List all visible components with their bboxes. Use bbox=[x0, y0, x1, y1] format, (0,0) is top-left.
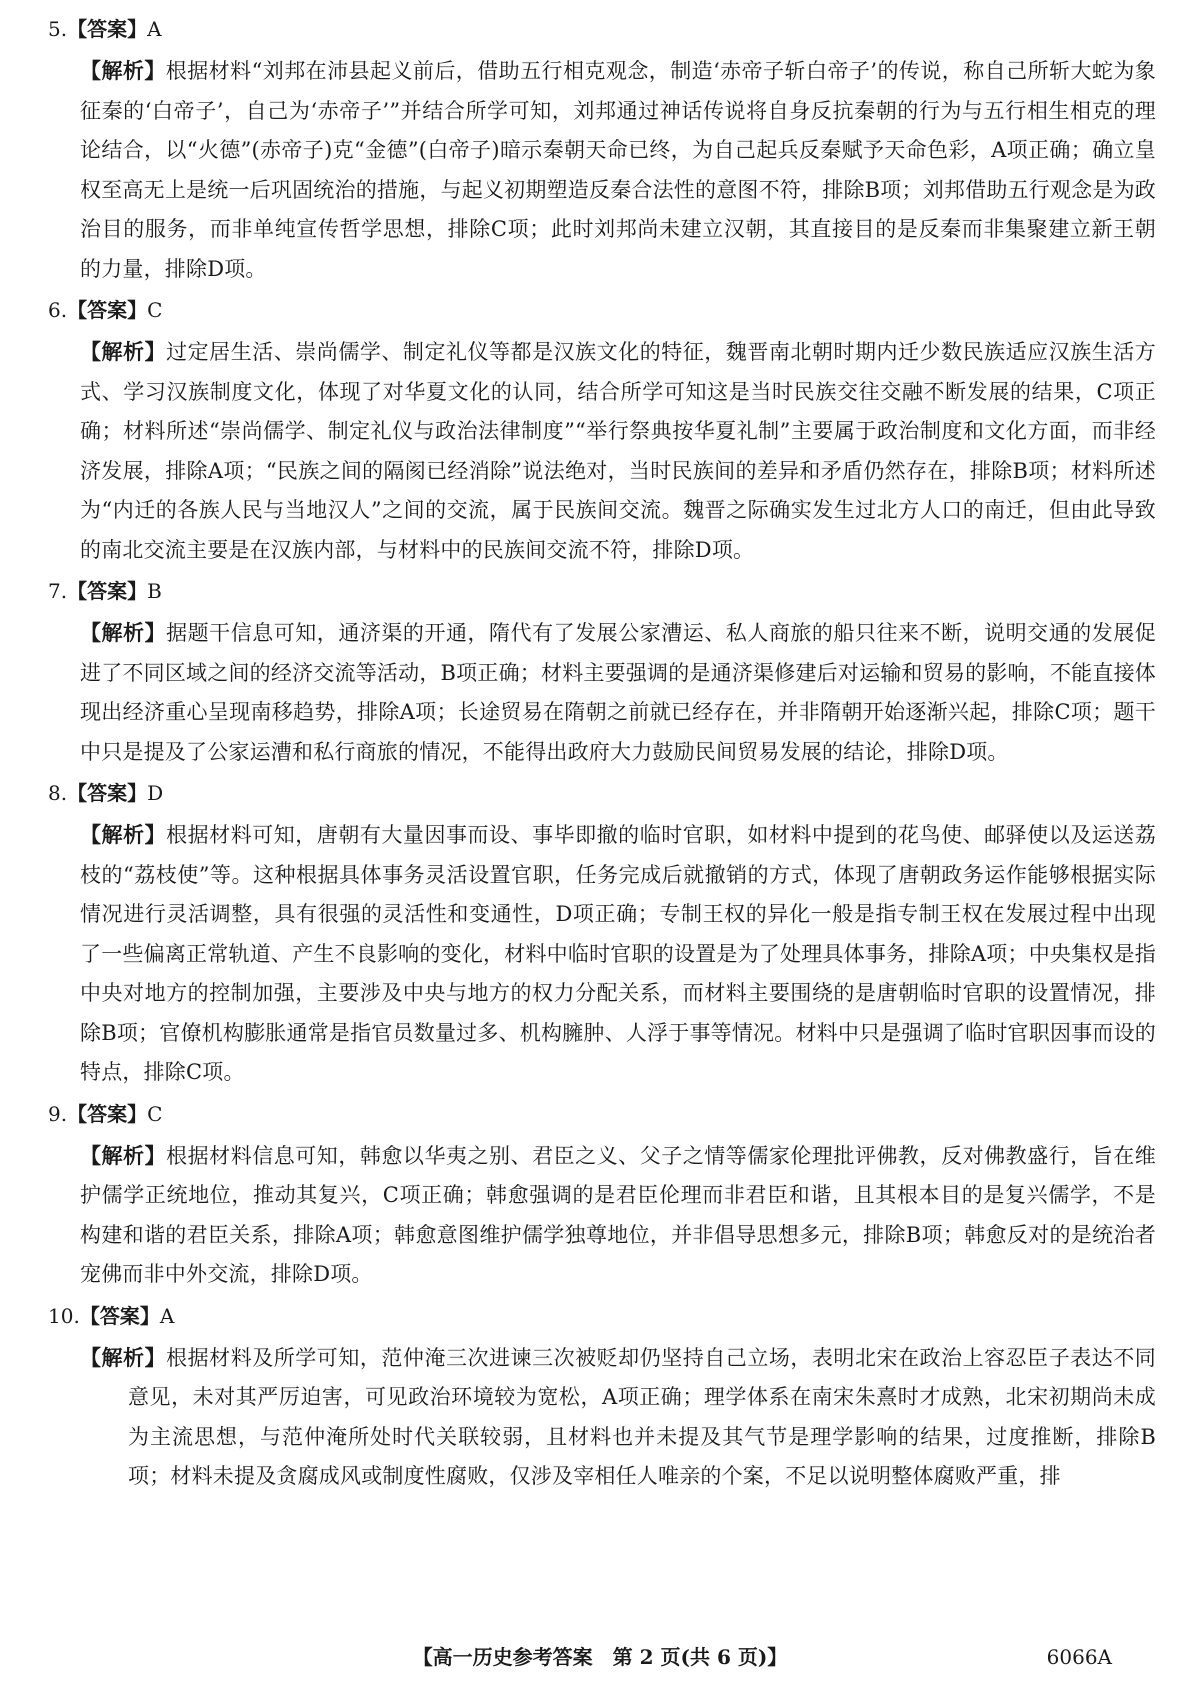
answer-value: A bbox=[159, 1303, 175, 1328]
answer-value: C bbox=[147, 298, 163, 322]
analysis-text: 过定居生活、崇尚儒学、制定礼仪等都是汉族文化的特征，魏晋南北朝时期内迁少数民族适应汉族生活方式、学习汉族制度文化，体现了对华夏文化的认同，结合所学可知这是当时民族交往交融不断发展的结果，C项正确；材料所述“崇尚儒学、制定礼仪与政治法律制度”“举行祭典按华夏礼制”主要属于政治制度和文化方面，而非经济发展，排除A项；“民族之间的隔阂已经消除”说法绝对，当时民族间的差异和矛盾仍然存在，排除B项；材料所述为“内迁的各族人民与当地汉人”之间的交流，属于民族间交流。魏晋之际确实发生过北方人口的南迁，但由此导致的南北交流主要是在汉族内部，与材料中的民族间交流不符，排除D项。 bbox=[80, 340, 1157, 562]
question-number: 9. bbox=[48, 1101, 68, 1126]
question-8-analysis: 【解析】根据材料可知，唐朝有大量因事而设、事毕即撤的临时官职，如材料中提到的花鸟使、邮驿使以及运送荔枝的“荔枝使”等。这种根据具体事务灵活设置官职，任务完成后就撤销的方式，体现了唐朝政务运作能够根据实际情况进行灵活调整，具有很强的灵活性和变通性，D项正确；专制王权的异化一般是指专制王权在发展过程中出现了一些偏离正常轨道、产生不良影响的变化，材料中临时官职的设置是为了处理具体事务，排除A项；中央集权是指中央对地方的控制加强，主要涉及中央与地方的权力分配关系，而材料主要围绕的是唐朝临时官职的设置情况，排除B项；官僚机构膨胀通常是指官员数量过多、机构臃肿、人浮于事等情况。材料中只是强调了临时官职因事而设的特点，排除C项。 bbox=[80, 822, 1157, 1084]
analysis-label: 解析 bbox=[101, 58, 145, 83]
question-number: 8. bbox=[48, 781, 68, 805]
analysis-label: 解析 bbox=[101, 1142, 145, 1168]
question-7-analysis: 【解析】据题干信息可知，通济渠的开通，隋代有了发展公家漕运、私人商旅的船只往来不断，说明交通的发展促进了不同区域之间的经济交流等活动，B项正确；材料主要强调的是通济渠修建后对运输和贸易的影响，不能直接体现出经济重心呈现南移趋势，排除A项；长途贸易在隋朝之前就已经存在，并非隋朝开始逐渐兴起，排除C项；题干中只是提及了公家运漕和私行商旅的情况，不能得出政府大力鼓励民间贸易发展的结论，排除D项。 bbox=[80, 620, 1157, 764]
document-code: 6066A bbox=[1046, 1645, 1112, 1669]
answer-value: D bbox=[147, 781, 164, 805]
question-number: 7. bbox=[48, 579, 68, 603]
question-5-answer-line: 5.【答案】A bbox=[48, 17, 162, 41]
analysis-text: 据题干信息可知，通济渠的开通，隋代有了发展公家漕运、私人商旅的船只往来不断，说明交通的发展促进了不同区域之间的经济交流等活动，B项正确；材料主要强调的是通济渠修建后对运输和贸易的影响，不能直接体现出经济重心呈现南移趋势，排除A项；长途贸易在隋朝之前就已经存在，并非隋朝开始逐渐兴起，排除C项；题干中只是提及了公家运漕和私行商旅的情况，不能得出政府大力鼓励民间贸易发展的结论，排除D项。 bbox=[80, 621, 1157, 764]
analysis-text: 根据材料可知，唐朝有大量因事而设、事毕即撤的临时官职，如材料中提到的花鸟使、邮驿使以及运送荔枝的“荔枝使”等。这种根据具体事务灵活设置官职，任务完成后就撤销的方式，体现了唐朝政务运作能够根据实际情况进行灵活调整，具有很强的灵活性和变通性，D项正确；专制王权的异化一般是指专制王权在发展过程中出现了一些偏离正常轨道、产生不良影响的变化，材料中临时官职的设置是为了处理具体事务，排除A项；中央集权是指中央对地方的控制加强，主要涉及中央与地方的权力分配关系，而材料主要围绕的是唐朝临时官职的设置情况，排除B项；官僚机构膨胀通常是指官员数量过多、机构臃肿、人浮于事等情况。材料中只是强调了临时官职因事而设的特点，排除C项。 bbox=[80, 823, 1157, 1084]
answer-label: 答案 bbox=[87, 1101, 128, 1126]
answer-label: 答案 bbox=[87, 579, 128, 603]
question-6-analysis: 【解析】过定居生活、崇尚儒学、制定礼仪等都是汉族文化的特征，魏晋南北朝时期内迁少数民族适应汉族生活方式、学习汉族制度文化，体现了对华夏文化的认同，结合所学可知这是当时民族交往交融不断发展的结果，C项正确；材料所述“崇尚儒学、制定礼仪与政治法律制度”“举行祭典按华夏礼制”主要属于政治制度和文化方面，而非经济发展，排除A项；“民族之间的隔阂已经消除”说法绝对，当时民族间的差异和矛盾仍然存在，排除B项；材料所述为“内迁的各族人民与当地汉人”之间的交流，属于民族间交流。魏晋之际确实发生过北方人口的南迁，但由此导致的南北交流主要是在汉族内部，与材料中的民族间交流不符，排除D项。 bbox=[80, 339, 1157, 562]
question-7-answer-line: 7.【答案】B bbox=[48, 579, 162, 603]
question-9-answer-line: 9.【答案】C bbox=[48, 1101, 163, 1126]
question-10-answer-line: 10.【答案】A bbox=[48, 1303, 175, 1328]
page-footer bbox=[0, 1640, 1200, 1674]
answer-sheet-page bbox=[48, 14, 1156, 1503]
question-10-analysis: 【解析】根据材料及所学可知，范仲淹三次进谏三次被贬却仍坚持自己立场，表明北宋在政治上容忍臣子表达不同意见，未对其严厉迫害，可见政治环境较为宽松，A项正确；理学体系在南宋朱熹时才成熟，北宋初期尚未成为主流思想，与范仲淹所处时代关联较弱，且材料也并未提及其气节是理学影响的结果，过度推断，排除B项；材料未提及贪腐成风或制度性腐败，仅涉及宰相任人唯亲的个案，不足以说明整体腐败严重，排 bbox=[80, 1344, 1157, 1488]
answer-value: C bbox=[147, 1101, 163, 1126]
question-5-analysis: 【解析】根据材料“刘邦在沛县起义前后，借助五行相克观念，制造‘赤帝子斩白帝子’的传说，称自己所斩大蛇为象征秦的‘白帝子’，自己为‘赤帝子’”并结合所学可知，刘邦通过神话传说将自身反抗秦朝的行为与五行相生相克的理论结合，以“火德”(赤帝子)克“金德”(白帝子)暗示秦朝天命已终，为自己起兵反秦赋予天命色彩，A项正确；确立皇权至高无上是统一后巩固统治的措施，与起义初期塑造反秦合法性的意图不符，排除B项；刘邦借助五行观念是为政治目的服务，而非单纯宣传哲学思想，排除C项；此时刘邦尚未建立汉朝，其直接目的是反秦而非集聚建立新王朝的力量，排除D项。 bbox=[80, 58, 1156, 281]
question-number: 6. bbox=[48, 298, 68, 322]
analysis-text: 根据材料及所学可知，范仲淹三次进谏三次被贬却仍坚持自己立场，表明北宋在政治上容忍臣子表达不同意见，未对其严厉迫害，可见政治环境较为宽松，A项正确；理学体系在南宋朱熹时才成熟，北宋初期尚未成为主流思想，与范仲淹所处时代关联较弱，且材料也并未提及其气节是理学影响的结果，过度推断，排除B项；材料未提及贪腐成风或制度性腐败，仅涉及宰相任人唯亲的个案，不足以说明整体腐败严重，排 bbox=[128, 1345, 1157, 1488]
analysis-label: 解析 bbox=[101, 1344, 145, 1370]
analysis-label: 解析 bbox=[101, 822, 145, 847]
answer-label: 答案 bbox=[87, 781, 128, 805]
answer-label: 答案 bbox=[87, 17, 128, 41]
analysis-text: 根据材料“刘邦在沛县起义前后，借助五行相克观念，制造‘赤帝子斩白帝子’的传说，称自己所斩大蛇为象征秦的‘白帝子’，自己为‘赤帝子’”并结合所学可知，刘邦通过神话传说将自身反抗秦朝的行为与五行相生相克的理论结合，以“火德”(赤帝子)克“金德”(白帝子)暗示秦朝天命已终，为自己起兵反秦赋予天命色彩，A项正确；确立皇权至高无上是统一后巩固统治的措施，与起义初期塑造反秦合法性的意图不符，排除B项；刘邦借助五行观念是为政治目的服务，而非单纯宣传哲学思想，排除C项；此时刘邦尚未建立汉朝，其直接目的是反秦而非集聚建立新王朝的力量，排除D项。 bbox=[80, 59, 1156, 281]
analysis-text: 根据材料信息可知，韩愈以华夷之别、君臣之义、父子之情等儒家伦理批评佛教，反对佛教盛行，旨在维护儒学正统地位，推动其复兴，C项正确；韩愈强调的是君臣伦理而非君臣和谐，且其根本目的是复兴儒学，不是构建和谐的君臣关系，排除A项；韩愈意图维护儒学独尊地位，并非倡导思想多元，排除B项；韩愈反对的是统治者宠佛而非中外交流，排除D项。 bbox=[80, 1143, 1157, 1286]
answer-value: B bbox=[147, 579, 162, 603]
question-8-answer-line: 8.【答案】D bbox=[48, 781, 164, 805]
footer-title: 【高一历史参考答案 第 2 页(共 6 页)】 bbox=[412, 1645, 788, 1669]
question-number: 5. bbox=[48, 17, 68, 41]
answer-value: A bbox=[147, 17, 162, 41]
question-9-analysis: 【解析】根据材料信息可知，韩愈以华夷之别、君臣之义、父子之情等儒家伦理批评佛教，反对佛教盛行，旨在维护儒学正统地位，推动其复兴，C项正确；韩愈强调的是君臣伦理而非君臣和谐，且其根本目的是复兴儒学，不是构建和谐的君臣关系，排除A项；韩愈意图维护儒学独尊地位，并非倡导思想多元，排除B项；韩愈反对的是统治者宠佛而非中外交流，排除D项。 bbox=[80, 1142, 1157, 1286]
answer-label: 答案 bbox=[87, 298, 128, 322]
question-number: 10. bbox=[48, 1303, 80, 1328]
question-6-answer-line: 6.【答案】C bbox=[48, 298, 163, 322]
answer-label: 答案 bbox=[99, 1303, 140, 1328]
analysis-label: 解析 bbox=[101, 620, 145, 645]
analysis-label: 解析 bbox=[101, 339, 145, 364]
